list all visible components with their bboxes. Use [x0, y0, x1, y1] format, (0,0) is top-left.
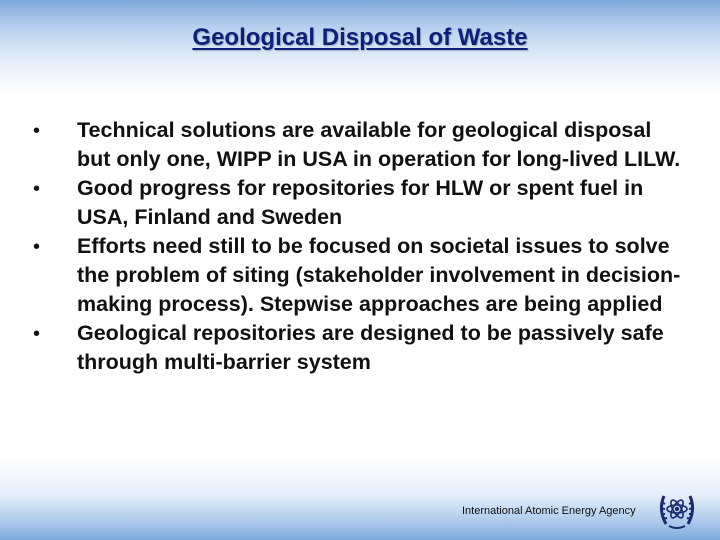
bullet-text: Geological repositories are designed to be passively safe through multi-barrier system	[77, 321, 664, 374]
bullet-dot-icon: •	[33, 178, 41, 200]
iaea-emblem-icon	[656, 488, 698, 532]
slide-title: Geological Disposal of Waste	[192, 24, 528, 51]
bullet-item	[0, 116, 687, 174]
bullet-dot-icon: •	[33, 323, 41, 345]
bullet-item	[0, 174, 687, 232]
bullet-list	[0, 116, 720, 377]
bullet-dot-icon: •	[33, 120, 41, 142]
footer-gradient-band	[0, 460, 720, 540]
bullet-text: Good progress for repositories for HLW or spent fuel in USA, Finland and Sweden	[77, 176, 644, 229]
footer-agency-name: International Atomic Energy Agency	[462, 505, 636, 517]
bullet-text: Efforts need still to be focused on societal issues to solve the problem of siting (stakeholder involvement in decision-making process). Stepwise approaches are being applied	[77, 234, 681, 316]
bullet-text: Technical solutions are available for geological disposal but only one, WIPP in USA in operation for long-lived LILW.	[77, 118, 681, 171]
bullet-item	[0, 319, 687, 377]
bullet-dot-icon: •	[33, 236, 41, 258]
bullet-item	[0, 232, 687, 319]
